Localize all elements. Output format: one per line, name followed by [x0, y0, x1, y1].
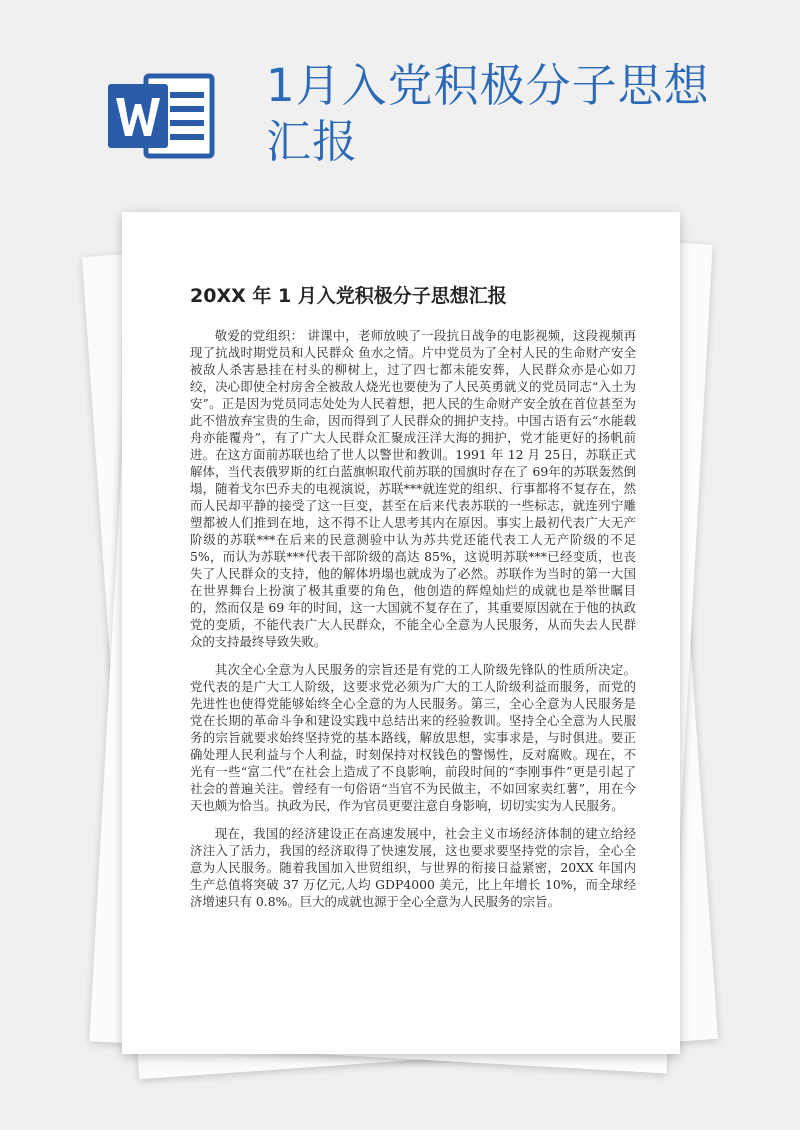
paragraph: 其次全心全意为人民服务的宗旨还是有党的工人阶级先锋队的性质所决定。党代表的是广大工人阶级，这要求党必须为广大的工人阶级利益而服务，而党的先进性也使得党能够始终全心全意的为人民服务。第三，全心全意为人民服务是党在长期的革命斗争和建设实践中总结出来的经验教训。坚持全心全意为人民服务的宗旨就要求始终坚持党的基本路线，解放思想，实事求是，与时俱进。要正确处理人民利益与个人利益，时刻保持对权钱色的警惕性，反对腐败。现在，不光有一些“富二代”在社会上造成了不良影响，前段时间的“李刚事件”更是引起了社会的普遍关注。曾经有一句俗语“当官不为民做主，不如回家卖红薯”，用在今天也颇为恰当。执政为民，作为官员更要注意自身影响，切切实实为人民服务。 [190, 662, 636, 813]
header-title-line-1: 1月入党积极分子思想 [266, 59, 710, 112]
document-title: 20XX 年 1 月入党积极分子思想汇报 [190, 285, 507, 307]
paragraph: 现在，我国的经济建设正在高速发展中，社会主义市场经济体制的建立给经济注入了活力，我国的经济取得了快速发展，这也要求要坚持党的宗旨，全心全意为人民服务。随着我国加入世贸组织，与世界的衔接日益紧密，20XX 年国内生产总值将突破 37 万亿元,人均 GDP4000 美元，比上年增长 10%，而全球经济增速只有 0.8%。巨大的成就也源于全心全意为人民服务的宗旨。 [190, 826, 636, 909]
document-body [190, 327, 636, 921]
header-title-line-2: 汇报 [266, 115, 359, 168]
paragraph: 敬爱的党组织： 讲课中，老师放映了一段抗日战争的电影视频，这段视频再现了抗战时期党员和人民群众 鱼水之情。片中党员为了全村人民的生命财产安全被敌人杀害悬挂在村头的柳树上，过了四七都未能安葬，人民群众亦是心如刀绞，决心即使全村房舍全被敌人烧光也要使为了人民英勇就义的党员同志“入土为安”。正是因为党员同志处处为人民着想，把人民的生命财产安全放在首位甚至为此不惜放弃宝贵的生命，因而得到了人民群众的拥护支持。中国古语有云“水能载舟亦能覆舟”，有了广大人民群众汇聚成汪洋大海的拥护，党才能更好的扬帆前进。在这方面前苏联也给了世人以警世和教训。1991 年 12 月 25日，苏联正式解体，当代表俄罗斯的红白蓝旗帜取代前苏联的国旗时存在了 69年的苏联轰然倒塌，随着戈尔巴乔夫的电视演说，苏联***就连党的组织、行事都将不复存在，然而人民却平静的接受了这一巨变，甚至在后来代表苏联的一些标志，就连列宁雕塑都被人们推到在地，这不得不让人思考其内在原因。事实上最初代表广大无产阶级的苏联***在后来的民意测验中认为苏共党还能代表工人无产阶级的不足 5%，而认为苏联***代表干部阶级的高达 85%，这说明苏联***已经变质，也丧失了人民群众的支持，他的解体坍塌也就成为了必然。苏联作为当时的第一大国在世界舞台上扮演了极其重要的角色，他创造的辉煌灿烂的成就也是举世瞩目的，然而仅是 69 年的时间，这一大国就不复存在了，其重要原因就在于他的执政党的变质，不能代表广大人民群众，不能全心全意为人民服务，从而失去人民群众的支持最终导致失败。 [190, 328, 636, 649]
